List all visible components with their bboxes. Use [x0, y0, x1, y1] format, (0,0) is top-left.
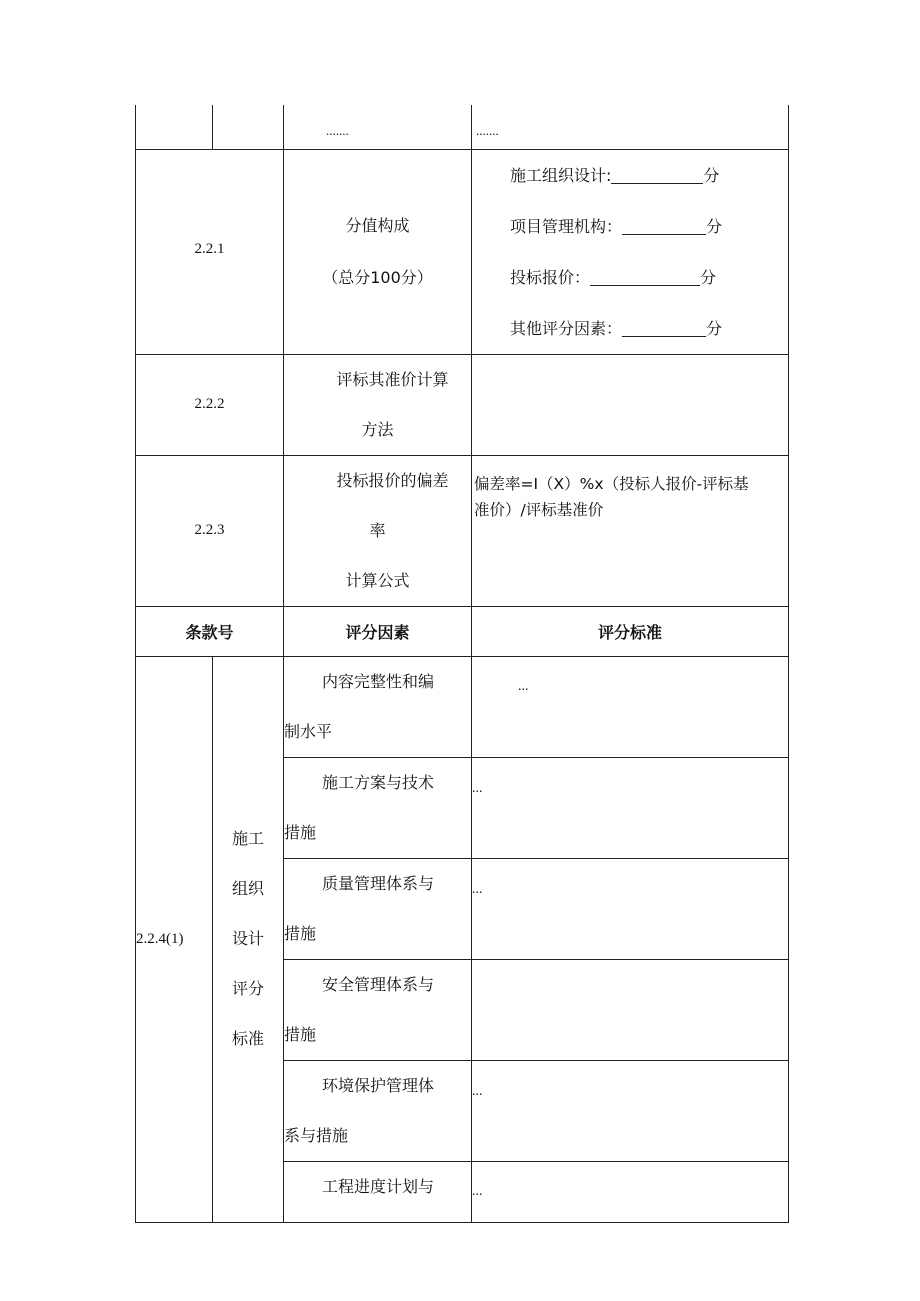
score-unit: 分 [706, 318, 723, 338]
factor-text: 制水平 [284, 721, 333, 741]
score-unit: 分 [706, 216, 723, 236]
table-row-continuation [136, 105, 789, 149]
standard-text: ... [472, 656, 789, 757]
standard-text: ... [472, 858, 789, 959]
factor-cell [284, 149, 472, 354]
category-text: 施工 [231, 829, 264, 848]
factor-text: 分值构成 [345, 215, 410, 235]
factor-cell [284, 959, 472, 1060]
table-row-223 [136, 455, 789, 606]
score-blank [590, 269, 700, 286]
factor-text: 内容完整性和编 [322, 671, 435, 691]
factor-cell [284, 455, 472, 606]
score-line-price [472, 252, 788, 303]
factor-text: 措施 [284, 822, 317, 842]
factor-cell [284, 757, 472, 858]
category-text: 标准 [231, 1029, 264, 1048]
empty-cell [136, 105, 213, 149]
category-text: 设计 [231, 929, 264, 948]
standard-cell: 偏差率=I（X）%x（投标人报价-评标基 准价）/评标基准价 [472, 455, 789, 606]
clause-number: 2.2.1 [136, 149, 284, 354]
header-clause: 条款号 [136, 606, 284, 656]
factor-text: 措施 [284, 1024, 317, 1044]
factor-text: 方法 [361, 419, 394, 439]
factor-text: 施工方案与技术 [322, 772, 435, 792]
score-line-management [472, 201, 788, 252]
factor-text: （总分100分） [322, 267, 433, 287]
standard-cell [472, 354, 789, 455]
score-blank [611, 167, 703, 184]
factor-text: 评标其准价计算 [336, 369, 449, 389]
factor-text: 安全管理体系与 [322, 974, 435, 994]
factor-cell [284, 656, 472, 757]
scoring-table [135, 105, 789, 1223]
factor-text: 投标报价的偏差 [336, 470, 449, 490]
factor-cell [284, 1060, 472, 1161]
score-blank [622, 218, 706, 235]
factor-text: 计算公式 [345, 570, 410, 590]
table-row-222 [136, 354, 789, 455]
score-line-other [472, 303, 788, 354]
table-row-221 [136, 149, 789, 354]
score-label: 施工组织设计: [510, 165, 612, 185]
category-text: 评分 [231, 979, 264, 998]
score-unit: 分 [703, 165, 720, 185]
factor-text: 质量管理体系与 [322, 873, 435, 893]
category-cell [213, 656, 284, 1222]
clause-number: 2.2.4(1) [136, 656, 213, 1222]
factor-cell [284, 1161, 472, 1222]
clause-number: 2.2.2 [136, 354, 284, 455]
score-unit: 分 [700, 267, 717, 287]
formula-text: 偏差率=I（X）%x（投标人报价-评标基 [474, 474, 749, 493]
factor-cell [284, 858, 472, 959]
table-header-row [136, 606, 789, 656]
category-text: 组织 [231, 879, 264, 898]
score-label: 投标报价： [510, 267, 591, 287]
factor-text: 环境保护管理体 [322, 1075, 435, 1095]
standard-text [472, 959, 789, 1060]
header-standard: 评分标准 [472, 606, 789, 656]
empty-cell [213, 105, 284, 149]
standard-ellipsis: ....... [472, 105, 789, 149]
score-label: 项目管理机构： [510, 216, 623, 236]
factor-text: 措施 [284, 923, 317, 943]
score-cell [472, 149, 789, 354]
factor-cell [284, 354, 472, 455]
standard-text: ... [472, 757, 789, 858]
standard-text: ... [472, 1161, 789, 1222]
score-line-construction [472, 150, 788, 201]
clause-number: 2.2.3 [136, 455, 284, 606]
factor-ellipsis: ....... [284, 105, 472, 149]
score-label: 其他评分因素： [510, 318, 623, 338]
standard-text: ... [472, 1060, 789, 1161]
header-factor: 评分因素 [284, 606, 472, 656]
factor-text: 系与措施 [284, 1125, 349, 1145]
factor-text: 率 [369, 520, 386, 540]
factor-text: 工程进度计划与 [322, 1176, 435, 1196]
score-blank [622, 320, 706, 337]
table-row [136, 656, 789, 757]
